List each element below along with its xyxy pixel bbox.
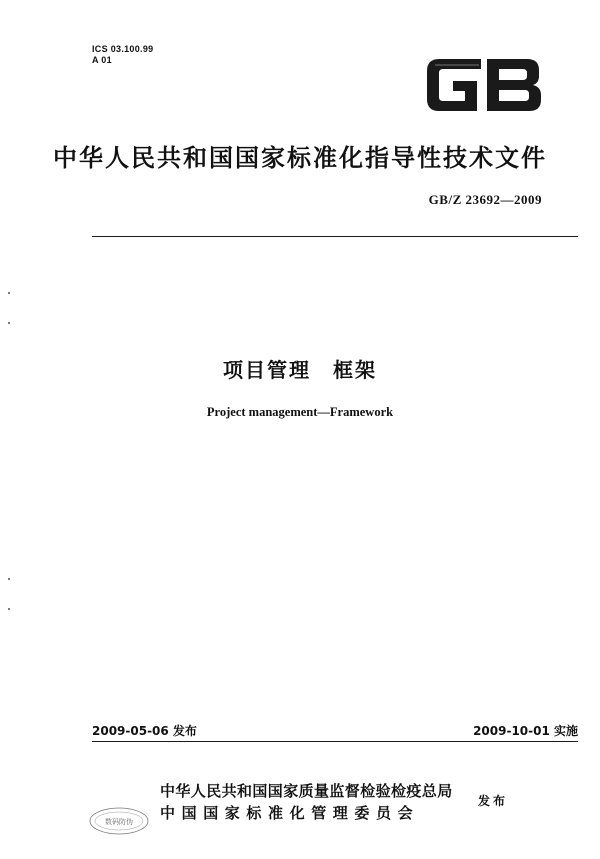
implementation-date: 2009-10-01 实施: [473, 724, 578, 738]
release-date: 2009-05-06 发布: [92, 724, 197, 738]
anti-counterfeit-stamp-icon: [88, 806, 150, 836]
standard-number: GB/Z 23692—2009: [428, 192, 542, 207]
stamp-text: 数码防伪: [105, 818, 133, 826]
document-type-title: 中华人民共和国国家标准化指导性技术文件: [53, 144, 547, 172]
scan-speck: [8, 292, 10, 294]
ccs-code: A 01: [92, 55, 112, 65]
bottom-divider: [92, 741, 578, 742]
chinese-title: 项目管理 框架: [223, 358, 377, 382]
scan-speck: [8, 608, 10, 610]
classification-codes: [92, 44, 153, 66]
gb-logo-icon: [425, 55, 543, 115]
issuer-sac: 中国国家标准化管理委员会: [160, 804, 420, 822]
scan-speck: [8, 578, 10, 580]
publish-label: 发布: [478, 794, 509, 808]
english-title: Project management—Framework: [206, 405, 394, 419]
scan-speck: [8, 322, 10, 324]
issuer-aqsiq: 中华人民共和国国家质量监督检验检疫总局: [160, 782, 453, 800]
top-divider: [92, 236, 578, 237]
ics-code: ICS 03.100.99: [92, 44, 154, 54]
